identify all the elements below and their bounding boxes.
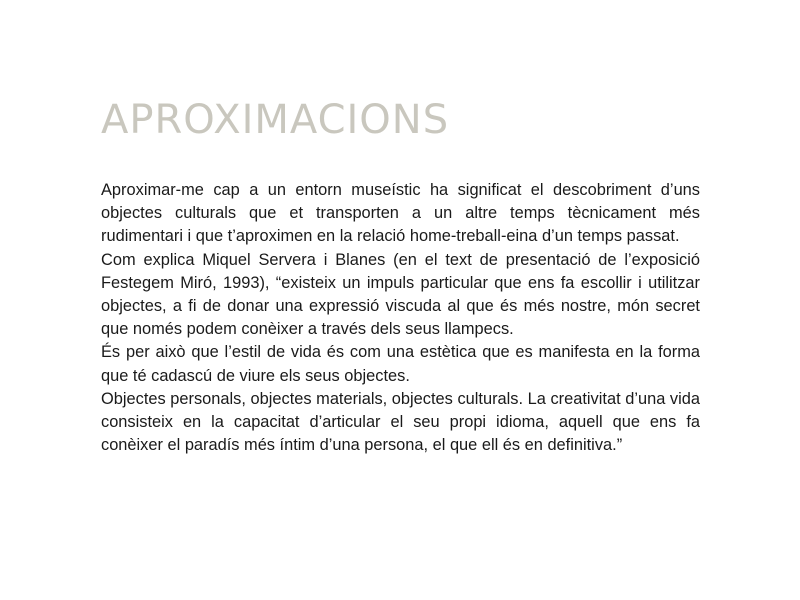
paragraph-3: És per això que l’estil de vida és com una estètica que es manifesta en la forma que té cadascú de viure els seus objectes.: [101, 343, 700, 385]
paragraph-4: Objectes personals, objectes materials, objectes culturals. La creativitat d’una vida consisteix en la capacitat d’articular el seu propi idioma, aquell que ens fa conèixer el paradís més íntim d’una persona, el que ell és en definitiva.”: [101, 389, 700, 455]
page-title: APROXIMACIONS: [101, 97, 450, 143]
paragraph-2: Com explica Miquel Servera i Blanes (en el text de presentació de l’exposició Festegem Miró, 1993), “existeix un impuls particular que ens fa escollir i utilitzar objectes, a fi de donar una expressió viscuda al que és més nostre, món secret que només podem conèixer a través dels seus llampecs.: [101, 250, 700, 339]
body-text: [101, 179, 700, 457]
paragraph-1: Aproximar-me cap a un entorn museístic ha significat el descobriment d’uns objectes culturals que et transporten a un altre temps tècnicament més rudimentari i que t’aproximen en la relació home-treball-eina d’un temps passat.: [101, 181, 700, 246]
